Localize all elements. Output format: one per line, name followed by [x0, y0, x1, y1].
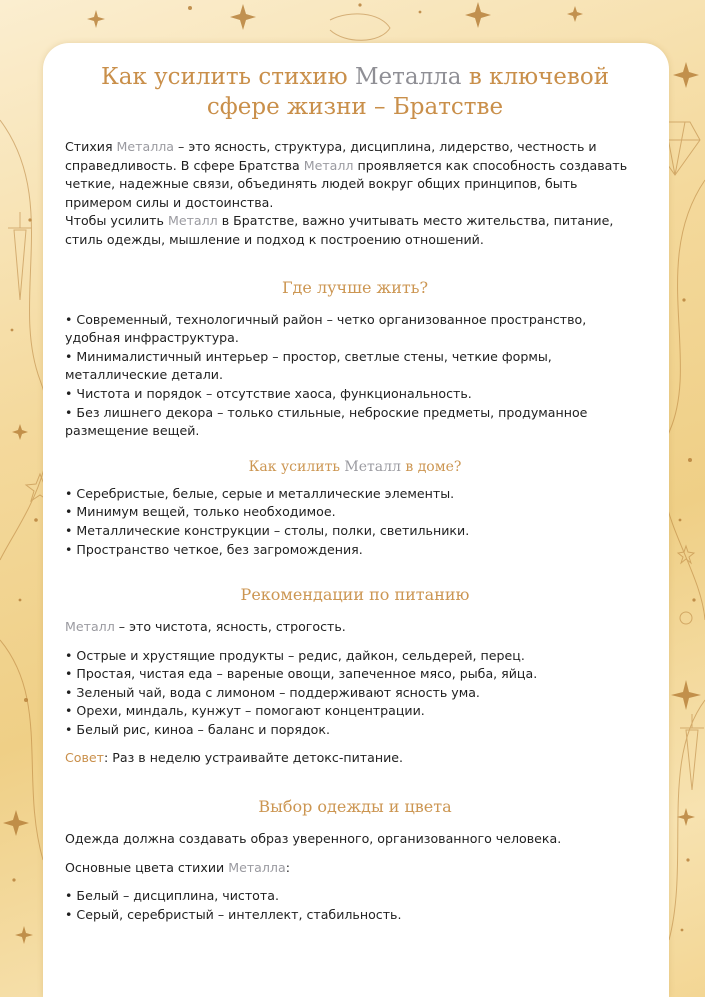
list-item: • Острые и хрустящие продукты – редис, дайкон, сельдерей, перец. — [65, 647, 525, 663]
list-item: • Белый – дисциплина, чистота. — [65, 888, 279, 904]
text: Чтобы усилить — [65, 213, 168, 229]
text: в Братстве, важно учитывать место жительства, питание, стиль одежды, мышление и подход к построению отношений. — [65, 213, 614, 247]
sparkle-icon — [87, 10, 105, 28]
title-part: в ключевой сфере жизни – Братстве — [206, 64, 610, 120]
sparkle-icon — [15, 926, 33, 944]
home-list — [65, 485, 645, 559]
section-heading-clothes: Выбор одежды и цвета — [258, 797, 452, 817]
intro-paragraph — [65, 138, 645, 212]
list-item: • Простая, чистая еда – вареные овощи, запеченное мясо, рыба, яйца. — [65, 666, 538, 682]
sparkle-icon — [677, 808, 695, 826]
sparkle-icon — [465, 2, 491, 28]
list-item: • Минималистичный интерьер – простор, светлые стены, четкие формы, металлические детали. — [65, 348, 552, 383]
dagger-icon — [8, 212, 32, 300]
list-item: • Зеленый чай, вода с лимоном – поддерживают ясность ума. — [65, 684, 480, 700]
food-tip — [65, 749, 645, 768]
sparkle-icon — [230, 4, 256, 30]
list-item: • Чистота и порядок – отсутствие хаоса, функциональность. — [65, 385, 472, 401]
metal-word: Металл — [344, 458, 401, 475]
metal-word: Металл — [167, 213, 218, 229]
page-title — [65, 62, 645, 122]
clothes-list — [65, 887, 645, 924]
sparkle-icon — [3, 810, 29, 836]
title-metal-word: Металла — [354, 64, 462, 90]
text: Основные цвета стихии — [65, 859, 229, 875]
metal-word: Металл — [303, 157, 354, 173]
ring-icon — [330, 14, 390, 40]
text: : — [285, 859, 290, 875]
text: Стихия — [65, 139, 117, 154]
metal-word: Металл — [65, 619, 115, 635]
text: : Раз в неделю устраивайте детокс-питание. — [104, 749, 404, 765]
metal-word: Металла — [116, 139, 175, 154]
title-part: Как усилить стихию — [100, 64, 355, 90]
tip-label: Совет — [65, 749, 105, 765]
list-item: • Современный, технологичный район – четко организованное пространство, удобная инфраструктура. — [65, 311, 587, 346]
sparkle-icon — [12, 424, 28, 440]
ring-icon — [680, 612, 692, 624]
sparkle-icon — [671, 680, 701, 710]
list-item: • Пространство четкое, без загромождения. — [65, 541, 363, 557]
text: Как усилить — [248, 458, 345, 475]
list-item: • Белый рис, киноа – баланс и порядок. — [65, 722, 330, 738]
section-heading-living: Где лучше жить? — [281, 277, 429, 297]
page-content — [65, 62, 645, 925]
food-list — [65, 647, 645, 740]
section-heading-food: Рекомендации по питанию — [240, 585, 470, 605]
food-intro — [65, 618, 645, 637]
list-item: • Минимум вещей, только необходимое. — [65, 504, 336, 520]
text: – это чистота, ясность, строгость. — [114, 619, 346, 635]
living-list — [65, 311, 645, 441]
list-item: • Орехи, миндаль, кунжут – помогают концентрации. — [65, 703, 425, 719]
list-item: • Металлические конструкции – столы, полки, светильники. — [65, 522, 470, 538]
intro-paragraph — [65, 212, 645, 249]
clothes-colors-intro — [65, 859, 645, 878]
sparkle-icon — [567, 6, 583, 22]
sparkle-icon — [673, 62, 699, 88]
text: – это ясность, структура, дисциплина, лидерство, честность и справедливость. В сфере Братства — [65, 139, 597, 173]
text: проявляется как способность создавать четкие, надежные связи, объединять людей вокруг общих принципов, быть примером силы и достоинства. — [65, 157, 628, 210]
section-heading-home — [65, 459, 645, 475]
list-item: • Без лишнего декора – только стильные, неброские предметы, продуманное размещение вещей. — [65, 404, 588, 439]
clothes-line: Одежда должна создавать образ уверенного, организованного человека. — [65, 831, 562, 847]
list-item: • Серый, серебристый – интеллект, стабильность. — [65, 907, 402, 923]
list-item: • Серебристые, белые, серые и металлические элементы. — [65, 485, 455, 501]
metal-word: Металла — [228, 859, 286, 875]
star-outline-icon — [678, 546, 694, 563]
text: в доме? — [400, 458, 462, 475]
